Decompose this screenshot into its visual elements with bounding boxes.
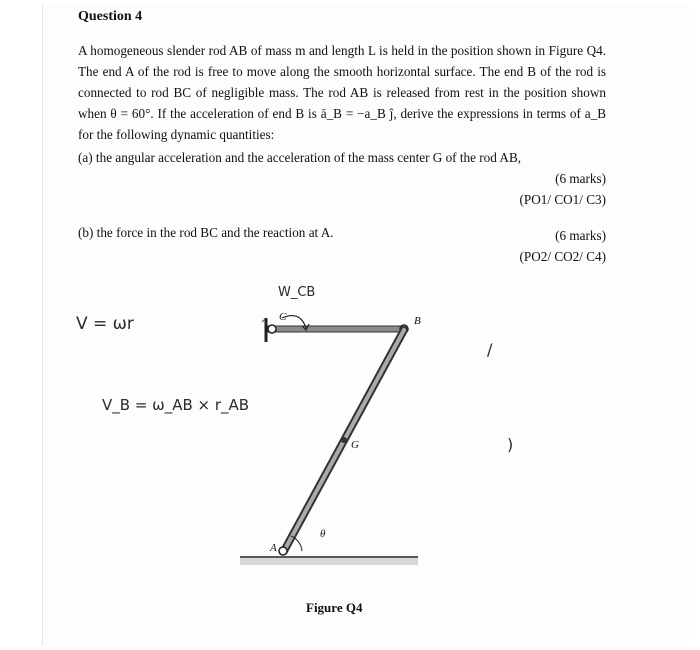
question-title: Question 4	[78, 9, 143, 24]
handwritten-note-vb: V_B = ω_AB × r_AB	[102, 396, 250, 414]
label-g: G	[351, 439, 359, 451]
rod-bc	[268, 326, 406, 332]
part-a-marks: (6 marks)	[555, 171, 606, 186]
figure-caption: Figure Q4	[306, 600, 363, 615]
part-b-codes: (PO2/ CO2/ C4)	[519, 249, 606, 264]
mass-center-g	[341, 437, 347, 443]
part-a-text: (a) the angular acceleration and the acceleration of the mass center G of the rod AB,	[78, 150, 522, 165]
part-a-codes: (PO1/ CO1/ C3)	[519, 192, 606, 207]
handwritten-stray-mark: /	[487, 340, 493, 359]
label-theta: θ	[320, 528, 326, 540]
label-a: A	[270, 542, 277, 554]
ground-hatch	[240, 558, 418, 565]
part-b-marks: (6 marks)	[555, 228, 606, 243]
question-paragraph: A homogeneous slender rod AB of mass m and length L is held in the position shown in Figure Q4. The end A of the rod is free to move along the smooth horizontal surface. The end B of the rod is connected to rod BC of negligible mass. The rod AB is released from rest in the position shown when θ = 60°. If the acceleration of end B is ā_B = −a_B ĵ, derive the expressions in terms of a_B for the following dynamic quantities:	[78, 43, 606, 142]
pin-a	[279, 547, 287, 555]
part-b-text: (b) the force in the rod BC and the reaction at A.	[78, 225, 334, 240]
label-c: C	[279, 311, 287, 323]
handwritten-label-wcb: W_CB	[278, 285, 316, 300]
pin-c	[268, 325, 276, 333]
handwritten-note-velocity: V = ωr	[76, 314, 134, 334]
handwritten-stray-paren: )	[507, 435, 514, 454]
label-b: B	[414, 315, 421, 327]
